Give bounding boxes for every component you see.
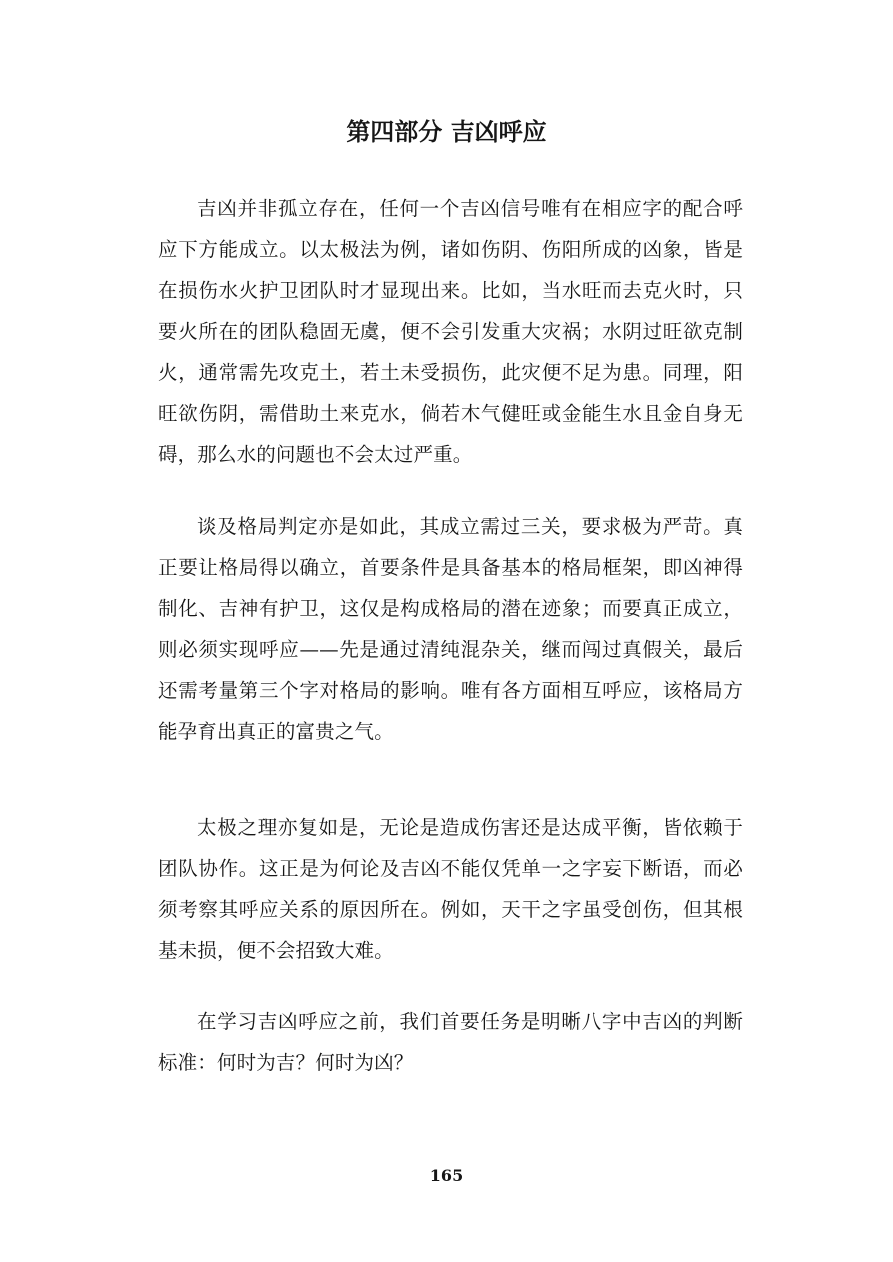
paragraph-1: 吉凶并非孤立存在，任何一个吉凶信号唯有在相应字的配合呼应下方能成立。以太极法为例，诸如伤阴、伤阳所成的凶象，皆是在损伤水火护卫团队时才显现出来。比如，当水旺而去克火时，只要火所在的团队稳固无虞，便不会引发重大灾祸；水阴过旺欲克制火，通常需先攻克土，若土未受损伤，此灾便不足为患。同理，阳旺欲伤阴，需借助土来克水，倘若木气健旺或金能生水且金自身无碍，那么水的问题也不会太过严重。 — [158, 197, 743, 466]
paragraph-2: 谈及格局判定亦是如此，其成立需过三关，要求极为严苛。真正要让格局得以确立，首要条件是具备基本的格局框架，即凶神得制化、吉神有护卫，这仅是构成格局的潜在迹象；而要真正成立，则必须实现呼应——先是通过清纯混杂关，继而闯过真假关，最后还需考量第三个字对格局的影响。唯有各方面相互呼应，该格局方能孕育出真正的富贵之气。 — [158, 515, 743, 743]
paragraph-4: 在学习吉凶呼应之前，我们首要任务是明晰八字中吉凶的判断标准：何时为吉？何时为凶？ — [158, 1010, 743, 1074]
chapter-title: 第四部分 吉凶呼应 — [346, 118, 547, 146]
page-number: 165 — [429, 1166, 464, 1185]
paragraph-3: 太极之理亦复如是，无论是造成伤害还是达成平衡，皆依赖于团队协作。这正是为何论及吉凶不能仅凭单一之字妄下断语，而必须考察其呼应关系的原因所在。例如，天干之字虽受创伤，但其根基未损，便不会招致大难。 — [158, 816, 743, 962]
